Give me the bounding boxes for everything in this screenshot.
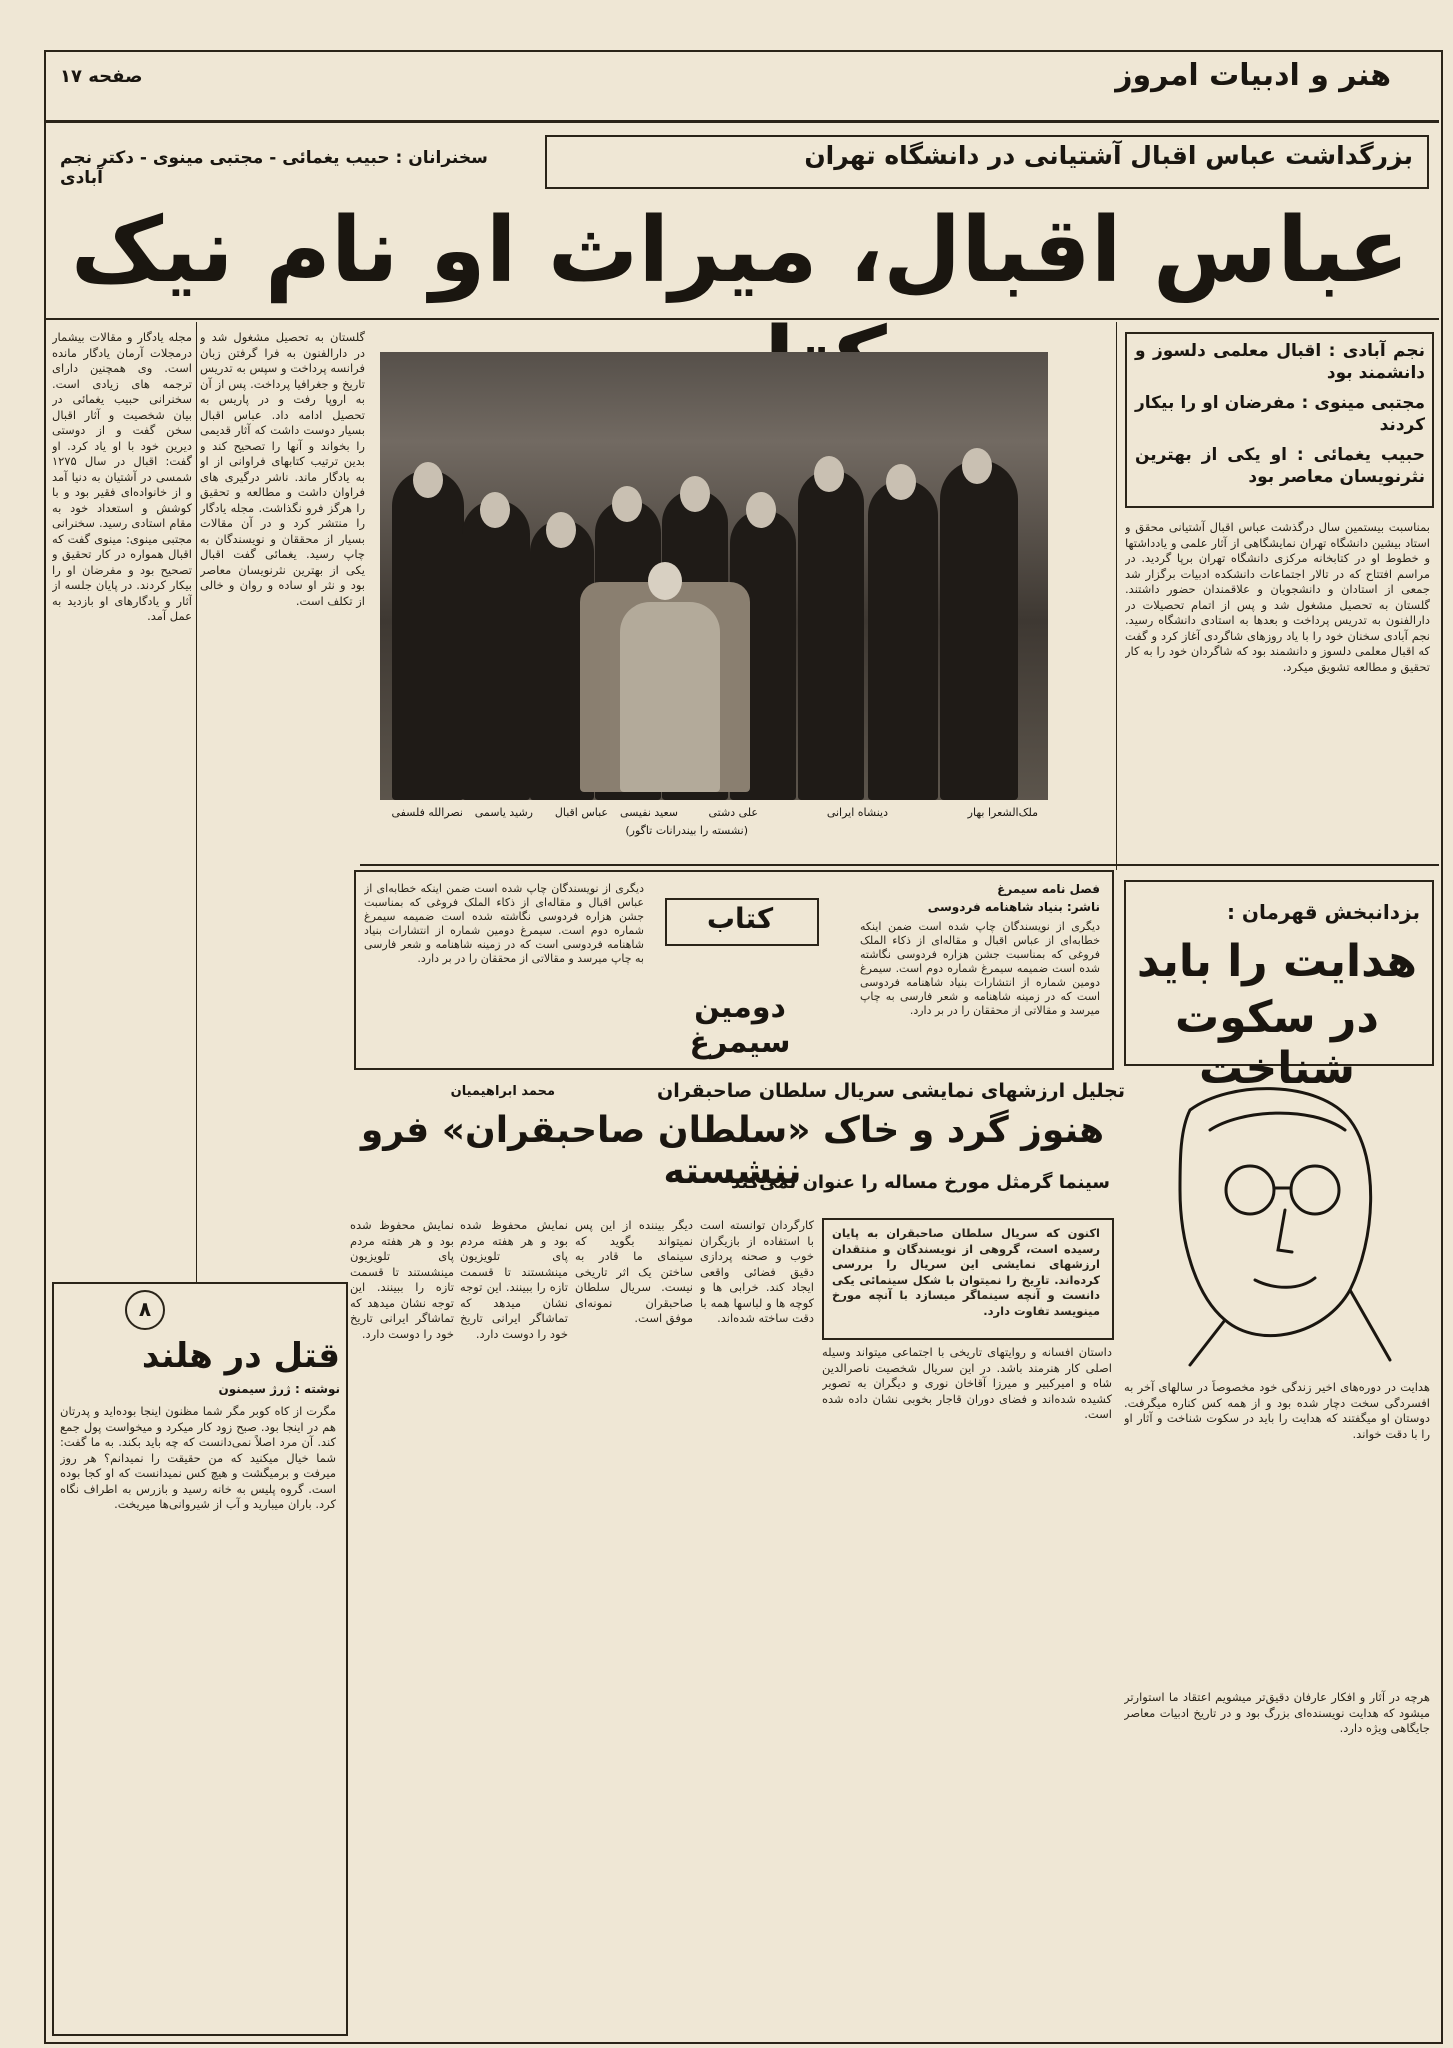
highlight-3: حبیب یغمائی : او یکی از بهترین نثرنویسان معاصر بود xyxy=(1135,445,1425,487)
article-col-right: بمناسبت بیستمین سال درگذشت عباس اقبال آشتیانی محقق و استاد بیشین دانشگاه تهران نمایشگاهی از آثار علمی و یادداشتها و خطوط او در کتابخانه مرکزی دانشگاه تهران برپا گردید. در مراسم افتتاح که در تالار اجتماعات دانشکده ادبیات برگزار شد جمعی از استادان و دانشجویان و علاقمندان حضور داشتند. گلستان به تحصیل مشغول شد و پس از اتمام تحصیلات در دارالفنون به تدریس پرداخت و بعدها به استادی دانشگاه رسید. نجم آبادی سخنان خود را با یاد روزهای شاگردی آغاز کرد و گفت که اقبال معلمی دلسوز و دانشمند بود که شاگردان خود را به کار تحقیق و مطالعه تشویق میکرد. xyxy=(1125,520,1430,674)
series-col: نمایش محفوظ شده بود و هر هفته مردم پای تلویزیون مینشستند تا قسمت تازه را ببینند. این توجه نشان میدهد که تماشاگر ایرانی تاریخ خود را دوست دارد. xyxy=(350,1218,454,1341)
photo-caption xyxy=(380,804,1048,848)
highlight-1: نجم آبادی : اقبال معلمی دلسوز و دانشمند بود xyxy=(1135,341,1425,383)
caption-name: ملک‌الشعرا بهار xyxy=(967,806,1038,819)
column-rule xyxy=(196,322,197,1282)
caption-name: عباس اقبال xyxy=(554,806,608,819)
caption-name: نصرالله فلسفی xyxy=(391,806,463,819)
series-col: دیگر بیننده از این پس نمیتواند بگوید که سینمای ما قادر به ساختن یک اثر تاریخی نیست. سریال سلطان صاحبقران نمونه‌ای موفق است. xyxy=(575,1218,693,1325)
series-subhead: سینما گرمثل مورخ مساله را عنوان نمی‌کند xyxy=(731,1172,1110,1193)
highlight-2: مجتبی مینوی : مفرضان او را بیکار کردند xyxy=(1135,393,1425,435)
event-speakers: سخنرانان : حبیب یغمائی - مجتبی مینوی - دکتر نجم آبادی xyxy=(60,148,488,188)
serial-text: مگرت از کاه کوبر مگر شما مظنون اینجا بوده‌اید و پدرتان هم در اینجا بود. صبح زود کار میکرد و میخواست پول جمع کند. آن مرد اصلاً نمی‌دانست که چه باید بکند. به ما گفت: شما خیال میکنید که من حقیقت را نمیدانم؟ هر روز میرفت و برمیگشت و هیچ کس نمیدانست که او کجا بوده است. گروه پلیس به خانه رسید و بازرس به اطراف نگاه کرد. باران میبارید و آب از شیروانی‌ها میریخت. xyxy=(60,1404,336,1511)
group-photo xyxy=(380,352,1048,800)
book-label: کتاب xyxy=(706,902,774,935)
hedayat-author-label: بزدانبخش قهرمان : xyxy=(1226,900,1420,924)
caption-name: علی دشتی xyxy=(708,806,758,819)
page-number: صفحه ۱۷ xyxy=(60,66,143,87)
caption-name: سعید نفیسی xyxy=(619,806,678,819)
series-headline: هنوز گرد و خاک «سلطان صاحبقران» فرو ننشسته xyxy=(360,1110,1105,1192)
book-review-text-left: دیگری از نویسندگان چاپ شده است ضمن اینکه خطابه‌ای از عباس اقبال و مقاله‌ای از ذکاء الملک فروغی که بمناسبت جشن هزاره فردوسی نگاشته شده است ضمیمه سیمرغ شماره دوم است. سیمرغ دومین شماره از انتشارات بنیاد شاهنامه فردوسی است که در زمینه شاهنامه و شعر فارسی به چاپ میرسد و مقالاتی از محققان را در بر دارد. xyxy=(364,882,644,965)
series-col: نمایش محفوظ شده بود و هر هفته مردم پای تلویزیون مینشستند تا قسمت تازه را ببینند. این توجه نشان میدهد که تماشاگر ایرانی تاریخ خود را دوست دارد. xyxy=(460,1218,568,1341)
series-kicker: تجلیل ارزشهای نمایشی سریال سلطان صاحبقران xyxy=(657,1080,1125,1102)
article-col-bottom-right: هدایت در دوره‌های اخیر زندگی خود مخصوصاً در سالهای آخر به افسردگی سخت دچار شده بود و از همه کس کناره میگرفت. دوستان او میگفتند که هدایت را باید در سکوت شناخت و آثار او را با دقت خواند. xyxy=(1124,1380,1430,1441)
event-title: بزرگداشت عباس اقبال آشتیانی در دانشگاه تهران xyxy=(804,141,1413,170)
article-col-left: مجله یادگار و مقالات بیشمار درمجلات آرمان یادگار مانده است. وی همچنین دارای ترجمه های زیادی است. سخنرانی حبیب یغمائی در بیان شخصیت و آثار اقبال سخن گفت و از دوستی دیرین خود با او یاد کرد. او گفت: اقبال در سال ۱۲۷۵ شمسی در آشتیان به دنیا آمد و از خانواده‌ای فقیر بود و با کوشش و استعداد خود به مقام استادی رسید. سخنرانی مجتبی مینوی: مینوی گفت که اقبال همواره در کار تحقیق و تصحیح بود و مفرضان او را بیکار کردند. در پایان جلسه از آثار و یادگارهای او بازدید به عمل آمد. xyxy=(52,330,192,623)
article-col-bottom-right-2: هرچه در آثار و افکار عارفان دقیق‌تر میشویم اعتقاد ما استوارتر میشود که هدایت نویسنده‌ای بزرگ بود و در تاریخ ادبیات معاصر جایگاهی ویژه دارد. xyxy=(1124,1690,1430,1735)
section-rule xyxy=(360,864,1439,866)
series-col: کارگردان توانسته است با استفاده از بازیگران خوب و صحنه پردازی دقیق فضائی واقعی ایجاد کند. خرابی ها و کوچه ها و لباسها همه با دقت ساخته شده‌اند. xyxy=(700,1218,814,1325)
series-col: داستان افسانه و روایتهای تاریخی با اجتماعی میتواند وسیله اصلی کار هنرمند باشد. در این سریال شخصیت ناصرالدین شاه و امیرکبیر و میرزا آقاخان نوری و دیگران به تصویر کشیده شده‌اند و فضای دوران قاجار بخوبی نشان داده شده است. xyxy=(822,1345,1112,1421)
caption-name: دینشاه ایرانی xyxy=(826,806,888,819)
book-review-text: دیگری از نویسندگان چاپ شده است ضمن اینکه خطابه‌ای از عباس اقبال و مقاله‌ای از ذکاء الملک فروغی که بمناسبت جشن هزاره فردوسی نگاشته شده است ضمیمه سیمرغ شماره دوم است. سیمرغ دومین شماره از انتشارات بنیاد شاهنامه فردوسی است که در زمینه شاهنامه و شعر فارسی به چاپ میرسد و مقالاتی از محققان را در بر دارد. xyxy=(860,920,1100,1017)
series-byline: محمد ابراهیمیان xyxy=(450,1084,555,1099)
hedayat-title-1: هدایت را باید xyxy=(1136,936,1418,987)
headline-rule xyxy=(46,318,1439,320)
serial-number: ۸ xyxy=(138,1297,152,1321)
serial-author: نوشته : ژرژ سیمنون xyxy=(218,1382,340,1396)
hedayat-portrait-sketch xyxy=(1150,1070,1430,1370)
section-title: هنر و ادبیات امروز xyxy=(1115,58,1391,93)
caption-name: رشید یاسمی xyxy=(474,806,533,819)
column-rule xyxy=(1116,322,1117,870)
book-review-publisher: ناشر: بنیاد شاهنامه فردوسی xyxy=(927,900,1100,914)
serial-title: قتل در هلند xyxy=(141,1336,340,1376)
headline: عباس اقبال، میراث او نام نیک xyxy=(70,198,1410,303)
series-intro-text: اکنون که سریال سلطان صاحبقران به پایان رسیده است، گروهی از نویسندگان و منتقدان ارزشهای نمایشی این سریال را بررسی کرده‌اند. تاریخ را نمیتوان با شکل سینمائی یکی دانست و آنچه سینماگر میسازد با آنچه مورخ مینویسد تفاوت دارد. xyxy=(832,1226,1100,1318)
caption-note: (نشسته را بیندرانات تاگور) xyxy=(625,824,748,837)
book-title: دومین سیمرغ xyxy=(689,990,791,1060)
article-col-center: گلستان به تحصیل مشغول شد و در دارالفنون به فرا گرفتن زبان فرانسه پرداخت و سپس به تدریس تاریخ و جغرافیا پرداخت. پس از آن به اروپا رفت و در پاریس به تحصیل ادامه داد. عباس اقبال بسیار دوست داشت که آثار قدیمی را بخواند و آنها را تصحیح کند و بدین ترتیب کتابهای فراوانی از او به یادگار ماند. ناشر درگیری های فراوان داشت و مطالعه و تحقیق را هرگز فرو نگذاشت. مجله یادگار را منتشر کرد و در آن مقالات بسیار از محققان و نویسندگان به چاپ رسید. یغمائی گفت اقبال یکی از بهترین نثرنویسان معاصر بود و نثر او ساده و روان و خالی از تکلف است. xyxy=(200,330,365,608)
header-rule xyxy=(46,120,1439,123)
serial-number-badge xyxy=(125,1290,165,1330)
book-review-title: فصل نامه سیمرغ xyxy=(997,882,1100,896)
hedayat-title-2: در سکوت شناخت xyxy=(1175,992,1379,1094)
